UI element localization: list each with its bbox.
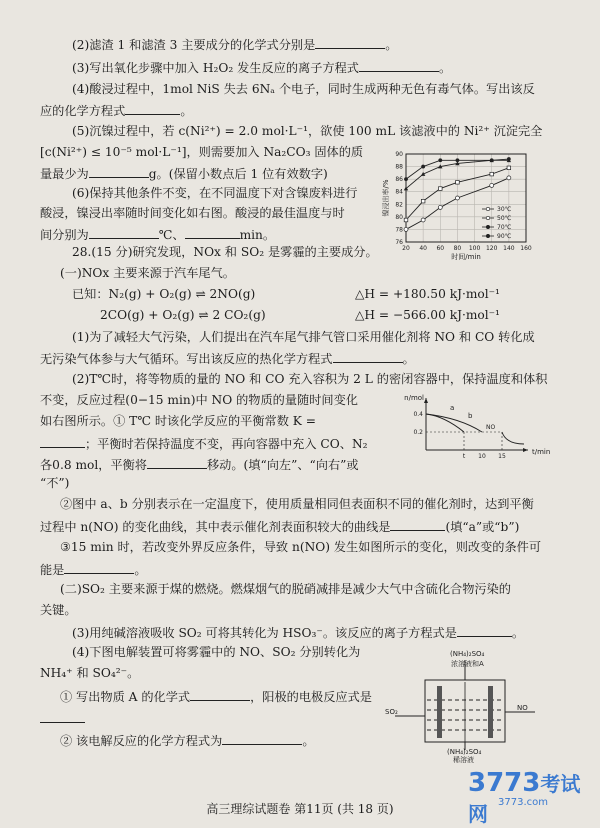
s2-line-4: ；平衡时若保持温度不变，再向容器中充入 CO、N₂ — [40, 435, 368, 452]
no-amount-chart — [398, 392, 551, 464]
legend-label-2: 70℃ — [497, 224, 512, 231]
equation-2: 2CO(g) + O₂(g) ⇌ 2 CO₂(g) — [100, 308, 266, 322]
y-tick-label: 76 — [395, 239, 403, 246]
q3-line: (3)写出氧化步骤中加入 H₂O₂ 发生反应的离子方程式 。 — [72, 61, 452, 75]
cell-bottom-label-2: 稀溶液 — [453, 756, 474, 764]
x-tick-label: 160 — [520, 245, 532, 252]
legend-marker-0 — [486, 207, 489, 210]
y-tick-label: 80 — [395, 213, 403, 221]
s4-line-5: ② 该电解反应的化学方程式为 。 — [60, 734, 315, 748]
q6-line-3: 间分别为 ℃、 min。 — [40, 228, 276, 242]
s2-line-2: 不变，反应过程(0−15 min)中 NO 的物质的量随时间变化 — [40, 393, 358, 407]
x-tick-label: 20 — [402, 245, 410, 252]
leach-rate-chart — [378, 150, 583, 268]
x-axis-arrow — [523, 448, 528, 452]
s1-line-2: 无污染气体参与大气循环。写出该反应的热化学方程式 。 — [40, 352, 415, 366]
data-point — [507, 157, 511, 161]
s4-line-3: ① 写出物质 A 的化学式 ，阳极的电极反应式是 — [60, 690, 372, 704]
data-point — [490, 158, 494, 162]
y-axis-arrow — [424, 398, 428, 403]
legend-marker-2 — [486, 225, 489, 228]
data-point — [404, 177, 408, 181]
watermark-url: 3773.com — [498, 797, 548, 808]
s4-line-1: (4)下图电解装置可将雾霾中的 NO、SO₂ 分别转化为 — [72, 645, 361, 659]
x-tick-label: 140 — [503, 245, 515, 252]
data-point — [490, 172, 494, 176]
left-electrode — [437, 686, 442, 738]
x-tick-label: 100 — [468, 245, 481, 252]
data-point — [421, 199, 425, 203]
s2-line-8: 过程中 n(NO) 的变化曲线，其中表示催化剂表面积较大的曲线是 (填“a”或“b”) — [40, 520, 520, 534]
data-point — [438, 205, 442, 209]
part2-line-1: (二)SO₂ 主要来源于煤的燃烧。燃煤烟气的脱硝减排是减少大气中含硫化合物污染的 — [60, 582, 511, 596]
part1-title: (一)NOx 主要来源于汽车尾气。 — [60, 266, 235, 280]
q6-line-2: 酸浸，镍浸出率随时间变化如右图。酸浸的最佳温度与时 — [40, 206, 345, 220]
curve-b — [426, 414, 482, 432]
q5-line-2: [c(Ni²⁺) ≤ 10⁻⁵ mol·L⁻¹]，则需要加入 Na₂CO₃ 固体的质 — [40, 145, 364, 159]
equation-1-dh: △H = +180.50 kJ·mol⁻¹ — [355, 287, 500, 301]
legend-label-3: 90℃ — [497, 233, 512, 240]
x-axis-label: t/min — [532, 448, 551, 456]
s1-line-1: (1)为了减轻大气污染，人们提出在汽车尾气排气管口采用催化剂将 NO 和 CO 转化成 — [72, 330, 535, 344]
x-axis-label: 时间/min — [451, 253, 481, 261]
cell-so2-label: SO₂ — [385, 708, 398, 716]
curve-label-no: NO — [486, 424, 496, 431]
y-tick-label: 0.4 — [413, 411, 423, 418]
y-tick-label: 86 — [395, 176, 403, 184]
curve-label-a: a — [450, 404, 455, 412]
equation-1: 已知：N₂(g) + O₂(g) ⇌ 2NO(g) — [72, 287, 256, 301]
y-tick-label: 88 — [395, 163, 403, 171]
curve-a — [426, 414, 464, 432]
s4-line-4 — [40, 710, 85, 727]
s4-line-2: NH₄⁺ 和 SO₄²⁻。 — [40, 666, 140, 680]
q4-line-1: (4)酸浸过程中，1mol NiS 失去 6Nₐ 个电子，同时生成两种无色有毒气体。写出该反 — [72, 82, 535, 96]
s2-line-9: ③15 min 时，若改变外界反应条件，导致 n(NO) 发生如图所示的变化，则改变的条件可 — [60, 540, 542, 554]
q6-line-1: (6)保持其他条件不变，在不同温度下对含镍废料进行 — [72, 186, 358, 200]
data-point — [421, 218, 425, 222]
q5-line-3: 量最少为 g。(保留小数点后 1 位有效数字) — [40, 167, 328, 181]
curve-label-b: b — [468, 412, 473, 420]
y-axis-label: 镍浸出率/% — [382, 179, 390, 217]
page-footer: 高三理综试题卷 第11页 (共 18 页) — [206, 802, 394, 816]
right-electrode — [488, 686, 493, 738]
data-point — [490, 183, 494, 187]
q2-line: (2)滤渣 1 和滤渣 3 主要成分的化学式分别是 。 — [72, 38, 398, 52]
watermark-logo: 3773考试网 — [468, 768, 581, 826]
q28-title: 28.(15 分)研究发现，NOx 和 SO₂ 是雾霾的主要成分。 — [72, 245, 378, 259]
y-tick-label: 82 — [395, 201, 403, 209]
legend-marker-3 — [486, 234, 489, 237]
cell-no-label: NO — [517, 704, 528, 712]
q4-line-2: 应的化学方程式 。 — [40, 104, 193, 118]
y-tick-label: 0.2 — [413, 429, 423, 436]
legend-label-1: 50℃ — [497, 215, 512, 222]
x-tick-label: t — [462, 453, 466, 460]
q5-line-1: (5)沉镍过程中，若 c(Ni²⁺) = 2.0 mol·L⁻¹，欲使 100 mL 该滤液中的 Ni²⁺ 沉淀完全 — [72, 124, 543, 138]
x-tick-label: 120 — [485, 245, 498, 252]
data-point — [455, 196, 459, 200]
cell-bottom-label-1: (NH₄)₂SO₄ — [447, 748, 482, 756]
data-point — [456, 158, 460, 162]
curve-no — [502, 432, 524, 444]
s2-line-6: “不”) — [40, 476, 70, 490]
y-tick-label: 78 — [395, 226, 403, 234]
cell-top-label-1: (NH₄)₂SO₄ — [450, 650, 485, 658]
data-point — [404, 227, 408, 231]
leach-rate-plot — [381, 151, 532, 261]
electrolysis-cell — [385, 650, 555, 764]
data-point — [421, 165, 425, 169]
equation-2-dh: △H = −566.00 kJ·mol⁻¹ — [355, 308, 500, 322]
data-point — [507, 166, 511, 170]
s2-line-1: (2)T℃时，将等物质的量的 NO 和 CO 充入容积为 2 L 的密闭容器中，保持温度和体积 — [72, 372, 548, 386]
y-axis-label: n/mol — [404, 394, 424, 402]
s2-line-5: 各0.8 mol，平衡将 移动。(填“向左”、“向右”或 — [40, 458, 359, 472]
data-point — [507, 176, 511, 180]
y-tick-label: 90 — [395, 151, 403, 158]
part2-line-2: 关键。 — [40, 603, 77, 617]
s2-line-7: ②图中 a、b 分别表示在一定温度下，使用质量相同但表面积不同的催化剂时，达到平衡 — [60, 497, 534, 511]
data-point — [438, 187, 442, 191]
x-tick-label: 10 — [478, 453, 486, 460]
legend-label-0: 30℃ — [497, 206, 512, 213]
s2-line-10: 能是 。 — [40, 563, 147, 577]
s3-line: (3)用纯碱溶液吸收 SO₂ 可将其转化为 HSO₃⁻。该反应的离子方程式是 。 — [72, 626, 525, 640]
data-point — [404, 218, 408, 222]
cell-top-label-2: 浓溶液和A — [451, 660, 484, 668]
y-tick-label: 84 — [395, 188, 403, 196]
data-point — [456, 180, 460, 184]
data-point — [438, 158, 442, 162]
x-tick-label: 60 — [436, 245, 445, 252]
s2-line-3: 如右图所示。① T℃ 时该化学反应的平衡常数 K = — [40, 414, 316, 428]
no-amount-plot — [404, 394, 550, 460]
x-tick-label: 80 — [453, 245, 462, 252]
legend-marker-1 — [486, 216, 489, 219]
x-tick-label: 40 — [419, 245, 427, 252]
x-tick-label: 15 — [498, 453, 506, 460]
